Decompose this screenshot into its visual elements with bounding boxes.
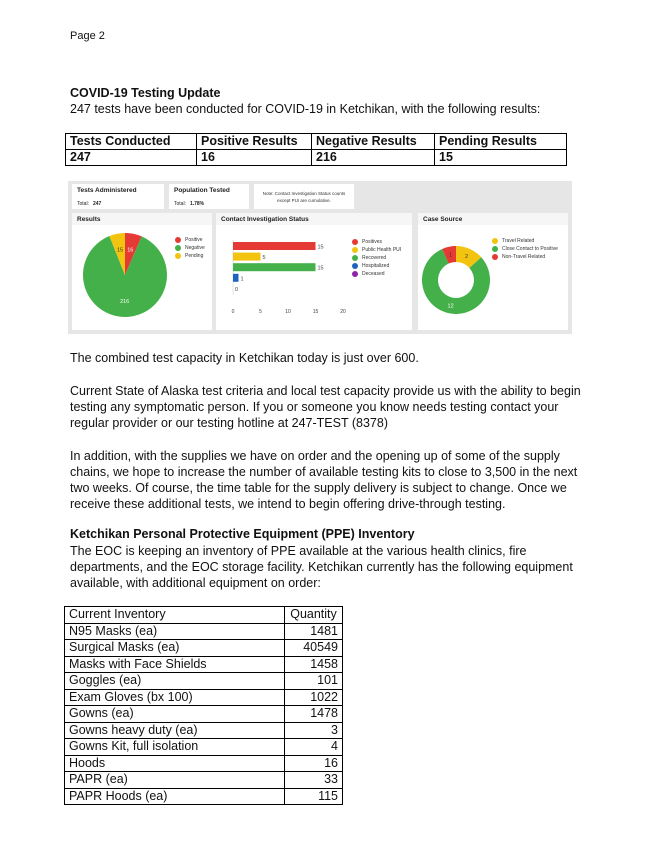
case-source-panel [418,213,568,330]
quantity-cell: 3 [285,722,343,739]
slice-label: 15 [116,247,124,254]
ppe-intro: The EOC is keeping an inventory of PPE available at the various health clinics, fire departments, and the EOC storage facility. Ketchikan currently has the following equipment available, with additional equipment on order: [70,544,573,590]
legend-label: Positives [362,239,383,245]
0-legend-item [175,236,205,244]
slice-label: 1 [449,252,453,259]
quantity-cell: 33 [285,772,343,789]
legend-swatch [492,238,498,244]
tests-administered-value: 247 [92,201,102,207]
case-source-legend [492,237,558,261]
table-row [65,640,343,657]
bar-positives [233,242,316,250]
slice-label: 16 [127,247,134,254]
legend-label: Non-Travel Related [502,254,546,260]
legend-label: Close Contact to Positive [502,246,558,252]
legend-swatch [352,255,358,261]
case-source-title: Case Source [423,216,463,223]
bar-value-label: 15 [317,244,324,251]
table-row [65,722,343,739]
results-panel [72,213,212,330]
item-name-cell: N95 Masks (ea) [65,623,285,640]
table-header-row [66,134,567,150]
legend-swatch [175,245,181,251]
capacity-paragraph: The combined test capacity in Ketchikan today is just over 600. [70,351,419,365]
x-tick-label: 20 [340,309,346,315]
quantity-cell: 101 [285,673,343,690]
legend-swatch [175,237,181,243]
header-cell: Quantity [285,607,343,624]
slice-label: 12 [447,303,454,310]
testing-results-table [65,133,567,166]
legend-label: Travel Related [502,238,535,244]
x-tick-label: 10 [285,309,291,315]
results-title: Results [77,216,101,223]
legend-swatch [175,253,181,259]
1-legend-item [352,270,401,278]
item-name-cell: Exam Gloves (bx 100) [65,689,285,706]
x-tick-label: 15 [312,309,319,315]
bar-value-label: 1 [240,276,244,283]
ppe-heading: Ketchikan Personal Protective Equipment (PPE) Inventory [70,527,415,541]
x-tick-label: 0 [231,309,235,315]
table-row [65,706,343,723]
2-legend-item [492,253,558,261]
header-cell: Negative Results [312,134,435,150]
1-legend-item [352,254,401,262]
legend-swatch [492,254,498,260]
item-name-cell: PAPR Hoods (ea) [65,788,285,805]
item-name-cell: Gowns (ea) [65,706,285,723]
header-cell: Tests Conducted [66,134,197,150]
item-name-cell: Hoods [65,755,285,772]
table-header-row [65,607,343,624]
item-name-cell: Gowns Kit, full isolation [65,739,285,756]
quantity-cell: 1481 [285,623,343,640]
bar-public-health-pui [233,253,261,261]
bar-hospitalized [233,274,239,282]
header-cell: Current Inventory [65,607,285,624]
1-legend-item [352,246,401,254]
value-cell: 216 [312,150,435,166]
bar-value-label: 5 [262,255,266,262]
contact-note: Note: Contact Investigation Status counts except PUI are cumulative. [262,191,346,203]
criteria-paragraph: Current State of Alaska test criteria and local test capacity provide us with the ability to begin testing any symptomatic person. If you or someone you know needs testing contact your regular provider or our testing hotline at 247-TEST (8378) [70,384,581,430]
legend-label: Public Health PUI [362,247,402,253]
legend-swatch [352,271,358,277]
2-legend-item [492,245,558,253]
tests-administered-card [72,184,164,209]
legend-label: Negative [185,245,205,251]
legend-label: Positive [185,237,203,243]
item-name-cell: Masks with Face Shields [65,656,285,673]
results-legend [175,236,205,260]
table-row [65,755,343,772]
contact-legend [352,238,401,278]
case-source-donut-chart [418,225,498,330]
table-row [65,656,343,673]
covid-dashboard [68,181,572,334]
testing-heading: COVID-19 Testing Update [70,86,221,100]
contact-investigation-panel [216,213,412,330]
bar-value-label: 15 [317,265,324,272]
supplies-paragraph: In addition, with the supplies we have on order and the opening up of some of the supply chains, we hope to increase the number of available testing kits to close to 3,500 in the next two weeks. Of course, the time table for the supply delivery is subject to change. Once we receive these additional tests, we intend to begin offering drive-through testing. [70,449,578,511]
slice-label: 216 [120,299,130,306]
bar-recovered [233,263,316,271]
legend-label: Recovered [362,255,387,261]
x-tick-label: 5 [259,309,262,315]
value-cell: 247 [66,150,197,166]
population-tested-card [169,184,249,209]
header-cell: Pending Results [435,134,567,150]
quantity-cell: 16 [285,755,343,772]
item-name-cell: PAPR (ea) [65,772,285,789]
legend-swatch [352,239,358,245]
legend-swatch [492,246,498,252]
table-row [66,150,567,166]
quantity-cell: 115 [285,788,343,805]
page-number: Page 2 [70,30,105,42]
legend-label: Deceased [362,271,385,277]
table-row [65,623,343,640]
quantity-cell: 1478 [285,706,343,723]
population-tested-label: Total: [174,201,186,207]
1-legend-item [352,262,401,270]
legend-swatch [352,263,358,269]
0-legend-item [175,252,205,260]
slice-label: 2 [465,254,469,261]
item-name-cell: Goggles (ea) [65,673,285,690]
bar-value-label: 0 [235,286,239,293]
quantity-cell: 4 [285,739,343,756]
quantity-cell: 1022 [285,689,343,706]
2-legend-item [492,237,558,245]
header-cell: Positive Results [197,134,312,150]
table-row [65,772,343,789]
contact-bar-chart [216,225,356,330]
tests-administered-title: Tests Administered [77,187,137,194]
table-row [65,673,343,690]
quantity-cell: 1458 [285,656,343,673]
population-tested-title: Population Tested [174,187,230,194]
table-row [65,689,343,706]
legend-label: Pending [185,253,204,259]
item-name-cell: Surgical Masks (ea) [65,640,285,657]
note-card [254,184,354,209]
tests-administered-label: Total: [77,201,89,207]
item-name-cell: Gowns heavy duty (ea) [65,722,285,739]
0-legend-item [175,244,205,252]
testing-intro: 247 tests have been conducted for COVID-19 in Ketchikan, with the following results: [70,102,541,116]
value-cell: 16 [197,150,312,166]
contact-investigation-title: Contact Investigation Status [221,216,309,223]
legend-swatch [352,247,358,253]
value-cell: 15 [435,150,567,166]
1-legend-item [352,238,401,246]
legend-label: Hospitalized [362,263,390,269]
quantity-cell: 40549 [285,640,343,657]
ppe-inventory-table [64,606,343,805]
table-row [65,739,343,756]
table-row [65,788,343,805]
population-tested-value: 1.78% [189,201,205,207]
